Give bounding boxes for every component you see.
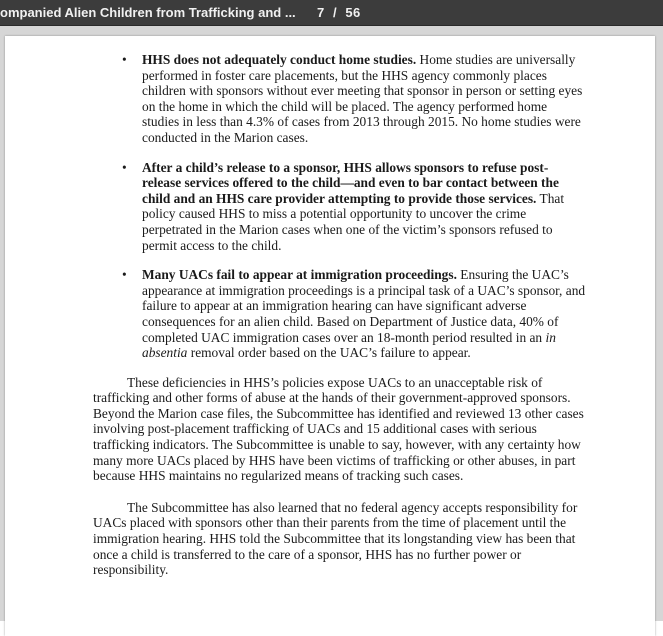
body-paragraph: These deficiencies in HHS’s policies expose UACs to an unacceptable risk of trafficking and other forms of abuse at the hands of their government-approved sponsors. Beyond the Marion case files, the Subcommittee has identified and reviewed 13 other cases involving post-placement trafficking of UACs and 15 additional cases with serious trafficking indicators. The Subcommittee is unable to say, however, with any certainty how many more UACs placed by HHS have been victims of trafficking or other abuses, in part because HHS maintains no regularized means of tracking such cases.	[93, 374, 584, 484]
current-page-number[interactable]: 7	[317, 5, 325, 20]
pdf-viewer-toolbar	[0, 0, 663, 26]
bullet-icon: •	[122, 267, 127, 283]
bullet-icon: •	[122, 159, 127, 175]
page-content	[5, 36, 655, 578]
bullet-italic-text: in absentia	[142, 329, 556, 361]
document-viewer[interactable]	[0, 26, 663, 621]
bullet-heading: HHS does not adequately conduct home studies.	[142, 52, 417, 67]
list-item	[122, 267, 587, 361]
bullet-text: Home studies are universally performed in foster care placements, but the HHS agency commonly places children with sponsors without ever meeting that sponsor in person or setting eyes on the home in which the child will be placed. The agency performed home studies in less than 4.3% of cases from 2013 through 2015. No home studies were conducted in the Marion cases.	[142, 52, 583, 145]
bullet-text: That policy caused HHS to miss a potential opportunity to uncover the crime perpetrated in the Marion cases when one of the victim’s sponsors refused to permit access to the child.	[142, 190, 565, 253]
bullet-text: Ensuring the UAC’s appearance at immigration proceedings is a principal task of a UAC’s sponsor, and failure to appear at an immigration hearing can have significant adverse consequences for an alien child. Based on Department of Justice data, 40% of completed UAC immigration cases over an 18-month period resulted in an	[142, 267, 586, 345]
document-page	[5, 36, 655, 636]
bullet-heading: After a child’s release to a sponsor, HHS allows sponsors to refuse post-release services offered to the child—and even to bar contact between the child and an HHS care provider attempting to provide those services.	[142, 159, 559, 206]
bullet-text-end: removal order based on the UAC’s failure to appear.	[187, 345, 471, 361]
list-item	[122, 159, 587, 254]
document-title: ompanied Alien Children from Trafficking and ...	[0, 5, 296, 20]
total-pages: 56	[345, 5, 361, 20]
bullet-heading: Many UACs fail to appear at immigration proceedings.	[142, 267, 457, 283]
body-paragraph: The Subcommittee has also learned that no federal agency accepts responsibility for UACs placed with sponsors other than their parents from the time of placement until the immigration hearing. HHS told the Subcommittee that its longstanding view has been that once a child is transferred to the care of a sponsor, HHS has no further power or responsibility.	[93, 499, 578, 578]
page-separator: /	[332, 5, 338, 20]
page-indicator[interactable]	[317, 5, 361, 20]
bullet-icon: •	[122, 52, 127, 67]
findings-list	[5, 52, 655, 361]
list-item	[122, 52, 587, 146]
